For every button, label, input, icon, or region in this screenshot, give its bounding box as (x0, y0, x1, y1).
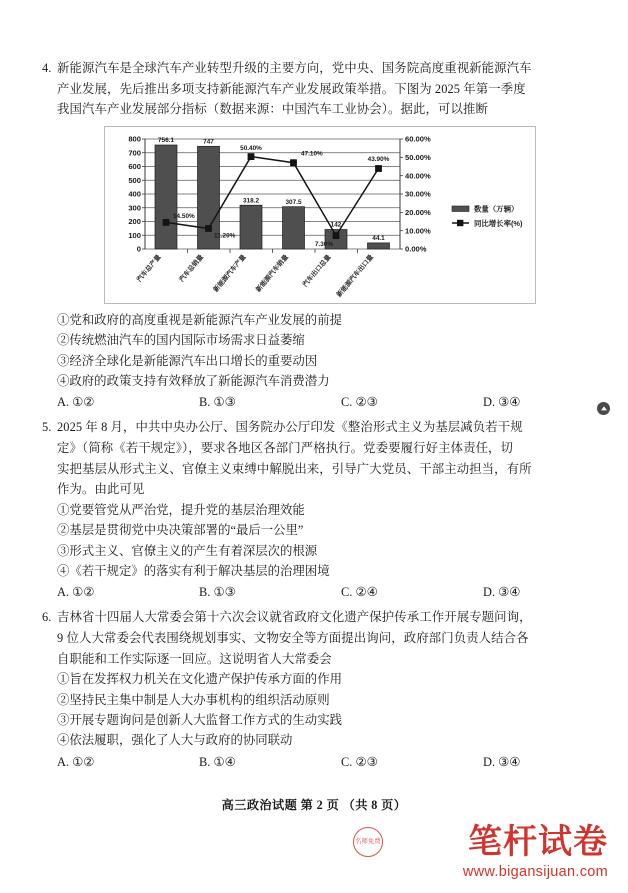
svg-text:汽车出口总量: 汽车出口总量 (301, 253, 333, 289)
svg-text:20.00%: 20.00% (405, 207, 431, 217)
question-5 (42, 417, 590, 603)
question-6-option-4: ④依法履职，强化了人大与政府的协同联动 (57, 733, 293, 748)
svg-text:200: 200 (128, 216, 141, 226)
question-4-answer-d[interactable]: D. ③④ (483, 395, 521, 410)
scroll-to-top-icon[interactable] (597, 402, 610, 415)
question-6-option-1: ①旨在发挥权力机关在文化遗产保护传承方面的作用 (57, 672, 342, 687)
question-6-option-2: ②坚持民主集中制是人大办事机构的组织活动原则 (57, 692, 330, 707)
question-5-stem-line-2: 定》（简称《若干规定》），要求各地区各部门严格执行。党委要履行好主体责任，切 (57, 441, 514, 455)
svg-text:600: 600 (128, 161, 141, 171)
question-5-answer-b[interactable]: B. ①③ (199, 585, 236, 600)
question-5-stem-line-3: 实把基层从形式主义、官僚主义束缚中解脱出来，引导广大党员、干部主动担当，有所 (57, 461, 532, 476)
svg-text:汽车总销量: 汽车总销量 (178, 253, 206, 284)
question-4-answers (42, 392, 590, 413)
question-4-answer-a[interactable]: A. ①② (57, 395, 95, 410)
svg-text:10.00%: 10.00% (405, 226, 431, 236)
question-4-stem-text-1: 新能源汽车是全球汽车产业转型升级的主要方向，党中央、国务院高度重视新能源汽车 (57, 61, 532, 75)
svg-text:40.00%: 40.00% (405, 171, 431, 181)
question-6-stem-line-1 (42, 607, 590, 628)
auto-industry-chart (104, 126, 536, 304)
svg-text:50.00%: 50.00% (405, 152, 431, 162)
svg-text:800: 800 (128, 134, 141, 144)
svg-text:700: 700 (128, 148, 141, 158)
svg-text:30.00%: 30.00% (405, 189, 431, 199)
question-5-answer-c[interactable]: C. ②④ (341, 585, 378, 600)
svg-text:747: 747 (203, 138, 214, 146)
question-4-answer-c[interactable]: C. ②③ (341, 395, 378, 410)
question-6-option-3: ③开展专题询问是创新人大监督工作方式的生动实践 (57, 713, 342, 727)
question-5-answers (42, 582, 590, 603)
question-5-stem-line-1 (42, 417, 590, 438)
question-4-stem-line-2: 产业发展，先后推出多项支持新能源汽车产业发展政策举措。下图为 2025 年第一季度 (57, 81, 526, 96)
watermark (355, 823, 608, 880)
chart-legend (452, 204, 523, 227)
question-5-option-1: ①党要管党从严治党，提升党的基层治理效能 (57, 502, 305, 517)
legend-label-bar: 数量（万辆） (474, 204, 519, 214)
svg-text:43.90%: 43.90% (367, 155, 390, 163)
question-6-answer-b[interactable]: B. ①④ (199, 754, 236, 769)
svg-text:100: 100 (128, 230, 141, 240)
page-footer: 高三政治试题 第 2 页 （共 8 页） (221, 798, 407, 812)
question-5-option-2: ②基层是贯彻党中央决策部署的“最后一公里” (57, 523, 304, 538)
question-6-answer-a[interactable]: A. ①② (57, 754, 95, 769)
svg-text:60.00%: 60.00% (405, 134, 431, 144)
question-5-answer-a[interactable]: A. ①② (57, 585, 95, 600)
question-4-answer-b[interactable]: B. ①③ (199, 395, 236, 410)
svg-text:318.2: 318.2 (243, 197, 259, 205)
question-4-option-4: ④政府的政策支持有效释放了新能源汽车消费潜力 (57, 374, 330, 388)
watermark-stamp-icon: 名师免费 (353, 827, 383, 857)
svg-text:7.30%: 7.30% (314, 240, 333, 248)
svg-text:307.5: 307.5 (285, 198, 302, 206)
question-6 (42, 607, 590, 772)
svg-text:0.00%: 0.00% (405, 244, 427, 254)
chart-right-tick-labels (405, 134, 431, 253)
svg-text:新能源汽车销量: 新能源汽车销量 (255, 253, 291, 294)
question-5-stem-text-1: 2025 年 8 月，中共中央办公厅、国务院办公厅印发《整治形式主义为基层减负若干规 (57, 420, 523, 435)
legend-swatch-bar (452, 206, 469, 212)
svg-text:汽车总产量: 汽车总产量 (135, 253, 163, 284)
legend-label-line: 同比增长率(%) (474, 218, 523, 228)
question-6-stem-line-2: 9 位人大常委会代表围绕规划事实、文物安全等方面提出询问，政府部门负责人结合各 (57, 631, 529, 645)
question-5-option-3: ③形式主义、官僚主义的产生有着深层次的根源 (57, 543, 318, 558)
question-6-answer-c[interactable]: C. ②③ (341, 754, 378, 769)
question-4 (42, 58, 590, 413)
question-5-option-4: ④《若干规定》的落实有利于解决基层的治理困境 (57, 564, 330, 578)
svg-text:新能源汽车产量: 新能源汽车产量 (212, 253, 248, 294)
question-4-stem-line-3: 我国汽车产业发展部分指标（数据来源：中国汽车工业协会）。据此，可以推断 (57, 102, 488, 117)
svg-text:300: 300 (128, 203, 141, 213)
svg-text:47.10%: 47.10% (301, 150, 323, 158)
question-4-option-2: ②传统燃油汽车的国内国际市场需求日益萎缩 (57, 333, 305, 348)
svg-text:14.50%: 14.50% (173, 212, 195, 220)
question-5-number: 5. (42, 420, 52, 435)
question-6-stem-line-3: 自职能和工作实际逐一回应。这说明省人大常委会 (57, 651, 332, 666)
question-4-number: 4. (42, 61, 52, 75)
chart-bars (155, 145, 390, 249)
chart-left-tick-labels (128, 134, 141, 253)
question-6-number: 6. (42, 610, 52, 625)
question-5-stem-line-4: 作为。由此可见 (57, 482, 145, 497)
legend-marker-line (457, 220, 463, 226)
question-5-answer-d[interactable]: D. ③④ (483, 585, 521, 600)
svg-text:756.1: 756.1 (158, 136, 174, 144)
svg-text:11.20%: 11.20% (214, 232, 236, 240)
svg-text:50.40%: 50.40% (240, 144, 262, 152)
question-4-option-3: ③经济全球化是新能源汽车出口增长的重要动因 (57, 353, 318, 368)
chart-category-labels (134, 252, 375, 299)
chart-svg (105, 127, 535, 303)
question-6-answer-d[interactable]: D. ③④ (483, 754, 521, 769)
question-6-stem-text-1: 吉林省十四届人大常委会第十六次会议就省政府文化遗产保护传承工作开展专题问询， (57, 610, 532, 625)
watermark-brand: 笔杆试卷 (468, 823, 608, 861)
svg-text:0: 0 (136, 244, 141, 254)
question-6-answers (42, 752, 590, 773)
watermark-url: www.bigansijuan.com (462, 863, 608, 880)
svg-text:142: 142 (330, 221, 342, 229)
svg-text:新能源汽车出口量: 新能源汽车出口量 (335, 253, 376, 299)
question-4-stem-line-1 (42, 58, 590, 79)
question-4-option-1: ①党和政府的高度重视是新能源汽车产业发展的前提 (57, 312, 342, 327)
svg-text:400: 400 (128, 189, 141, 199)
svg-text:44.1: 44.1 (372, 234, 385, 242)
svg-text:500: 500 (128, 175, 141, 185)
